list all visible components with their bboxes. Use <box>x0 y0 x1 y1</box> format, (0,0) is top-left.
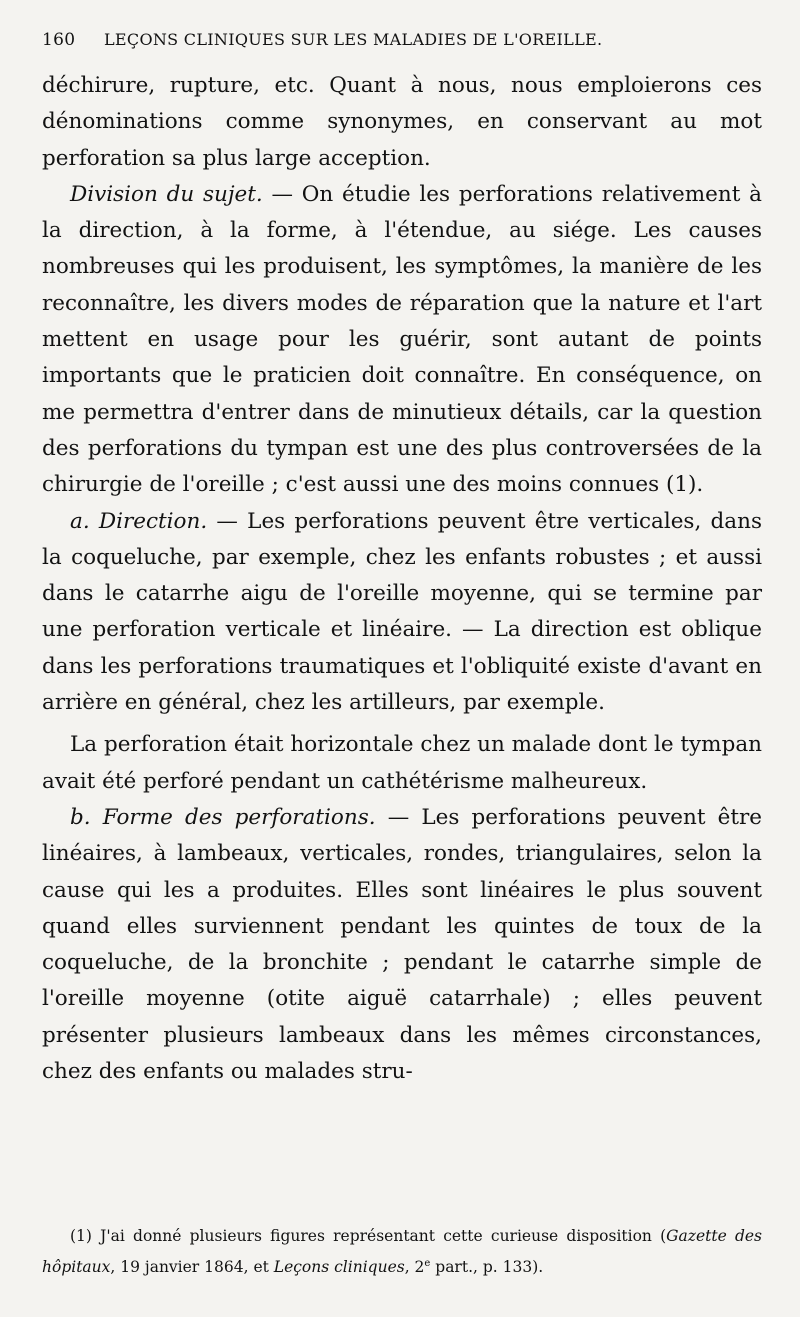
paragraph-text: — On étudie les perforations relativement à la direction, à la forme, à l'étendue, au siége. Les causes nombreuses qui les produisent, les symptômes, la manière de les reconnaître, les divers modes de réparation que la nature et l'art mettent en usage pour les guérir, sont autant de points importants que le praticien doit connaître. En conséquence, on me permettra d'entrer dans de minutieux détails, car la question des perforations du tympan est une des plus controversées de la chirurgie de l'oreille ; c'est aussi une des moins connues (1). <box>42 181 762 498</box>
paragraph-text: La perforation était horizontale chez un malade dont le tympan avait été perforé pendant un cathétérisme malheureux. <box>42 732 762 794</box>
body-text <box>42 68 762 1090</box>
paragraph-text: déchirure, rupture, etc. Quant à nous, nous emploierons ces dénominations comme synonymes, en conservant au mot perforation sa plus large acception. <box>42 73 762 171</box>
paragraph-text: — Les perforations peuvent être linéaires, à lambeaux, verticales, rondes, triangulaires, selon la cause qui les a produites. Elles sont linéaires le plus souvent quand elles surviennent pendant les quintes de toux de la coqueluche, de la bronchite ; pendant le catarrhe simple de l'oreille moyenne (otite aiguë catarrhale) ; elles peuvent présenter plusieurs lambeaux dans les mêmes circonstances, chez des enfants ou malades stru- <box>42 804 762 1085</box>
paragraph-continuation <box>42 68 762 177</box>
footnote-superscript: e <box>424 1258 431 1269</box>
footnote-book-title: Leçons cliniques <box>273 1258 405 1277</box>
footnote-text-middle: , 19 janvier 1864, et <box>110 1258 274 1277</box>
footnote-text-after: , 2 <box>404 1258 425 1277</box>
paragraph-horizontale <box>42 727 762 800</box>
paragraph-text: — Les perforations peuvent être verticales, dans la coqueluche, par exemple, chez les enfants robustes ; et aussi dans le catarrhe aigu de l'oreille moyenne, qui se termine par une perforation verticale et linéaire. — La direction est oblique dans les perforations traumatiques et l'obliquité existe d'avant en arrière en général, chez les artilleurs, par exemple. <box>42 508 762 716</box>
section-heading: a. Direction. <box>70 508 208 534</box>
footnote-text-end: part., p. 133). <box>430 1258 544 1277</box>
footnote-marker: (1) <box>70 1227 92 1245</box>
footnote-text: J'ai donné plusieurs figures représentant cette curieuse disposition ( <box>91 1227 667 1245</box>
page-number: 160 <box>42 30 76 50</box>
footnotes <box>42 1222 762 1281</box>
paragraph-forme <box>42 800 762 1090</box>
footnote-1 <box>42 1222 762 1281</box>
section-heading: b. Forme des perforations. <box>70 804 376 830</box>
running-title: LEÇONS CLINIQUES SUR LES MALADIES DE L'OREILLE. <box>104 30 603 49</box>
section-heading: Division du sujet. <box>70 181 263 207</box>
running-header <box>42 30 762 56</box>
paragraph-division-du-sujet <box>42 177 762 504</box>
paragraph-direction <box>42 504 762 722</box>
footnote-source-title: Gazette des hôpitaux <box>42 1227 762 1277</box>
